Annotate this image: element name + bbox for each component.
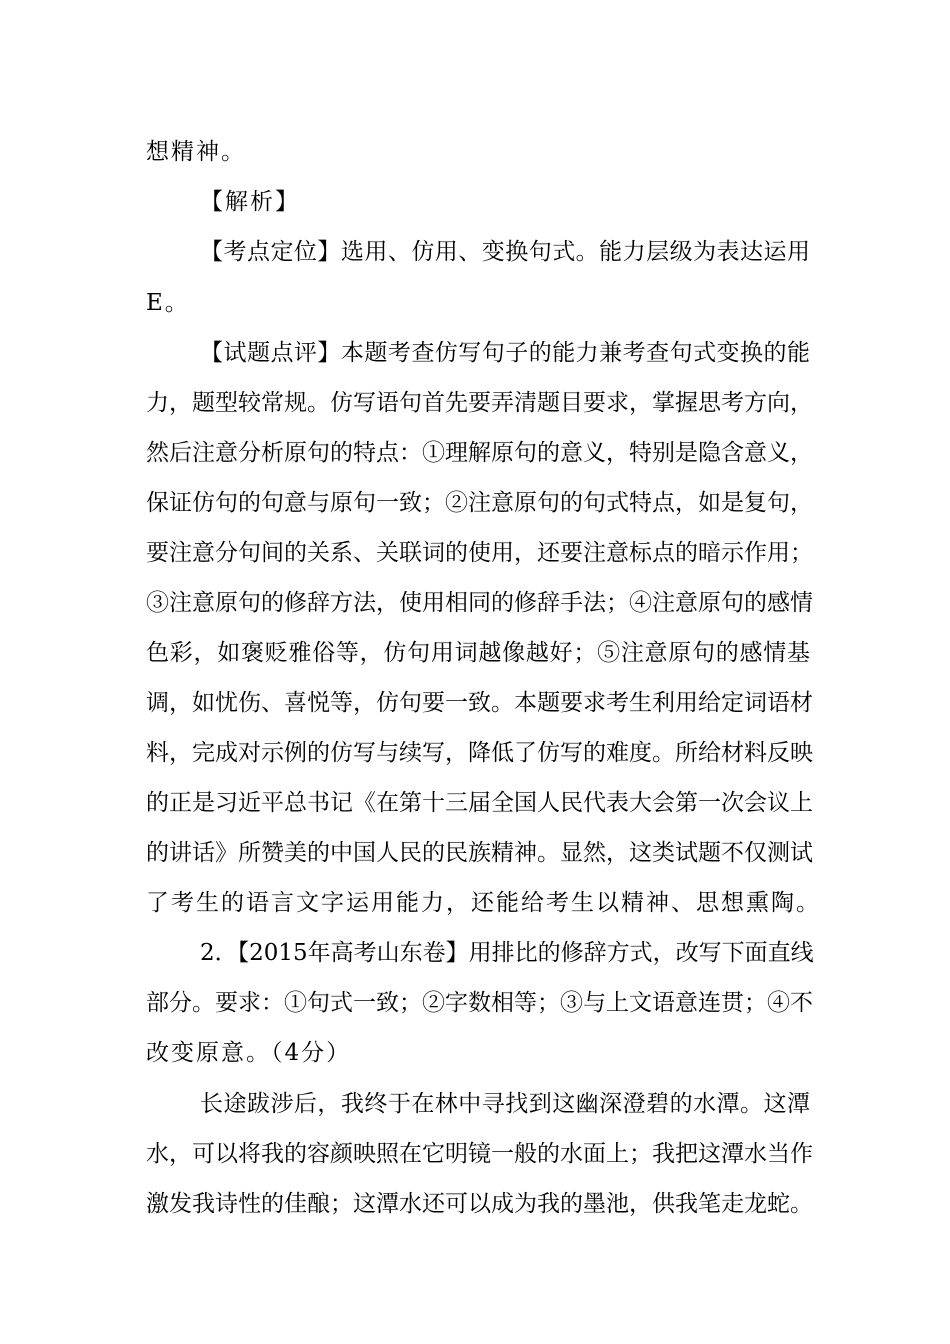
text-line: 的讲话》所赞美的中国人民的民族精神。显然，这类试题不仅测试 <box>146 840 813 866</box>
text-line: 【考点定位】选用、仿用、变换句式。能力层级为表达运用 <box>200 239 810 265</box>
text-line: 水，可以将我的容颜映照在它明镜一般的水面上；我把这潭水当作 <box>146 1141 813 1167</box>
text-line: 了考生的语言文字运用能力，还能给考生以精神、思想熏陶。 <box>146 890 821 916</box>
text-line: 然后注意分析原句的特点：①理解原句的意义，特别是隐含意义， <box>146 440 813 466</box>
text-line: E。 <box>146 290 190 316</box>
section-heading: 【解析】 <box>200 189 300 215</box>
text-line: 【试题点评】本题考查仿写句子的能力兼考查句式变换的能 <box>200 340 810 366</box>
text-line: 长途跋涉后，我终于在林中寻找到这幽深澄碧的水潭。这潭 <box>200 1091 810 1117</box>
text-line: 激发我诗性的佳酿；这潭水还可以成为我的墨池，供我笔走龙蛇。 <box>146 1191 813 1217</box>
text-line: 要注意分句间的关系、关联词的使用，还要注意标点的暗示作用； <box>146 540 813 566</box>
text-line: 的正是习近平总书记《在第十三届全国人民代表大会第一次会议上 <box>146 790 813 816</box>
text-line: 力，题型较常规。仿写语句首先要弄清题目要求，掌握思考方向， <box>146 390 813 416</box>
question-heading: 2．【2015年高考山东卷】用排比的修辞方式，改写下面直线 <box>200 940 814 966</box>
text-line: 想精神。 <box>146 139 246 165</box>
text-line: 调，如忧伤、喜悦等，仿句要一致。本题要求考生利用给定词语材 <box>146 690 813 716</box>
text-line: ③注意原句的修辞方法，使用相同的修辞手法；④注意原句的感情 <box>146 590 813 616</box>
text-line: 改变原意。（4分） <box>146 1040 352 1066</box>
text-line: 保证仿句的句意与原句一致；②注意原句的句式特点，如是复句， <box>146 490 813 516</box>
text-line: 色彩，如褒贬雅俗等，仿句用词越像越好；⑤注意原句的感情基 <box>146 640 810 666</box>
text-line: 部分。要求：①句式一致；②字数相等；③与上文语意连贯；④不 <box>146 990 813 1016</box>
text-line: 料，完成对示例的仿写与续写，降低了仿写的难度。所给材料反映 <box>146 740 813 766</box>
